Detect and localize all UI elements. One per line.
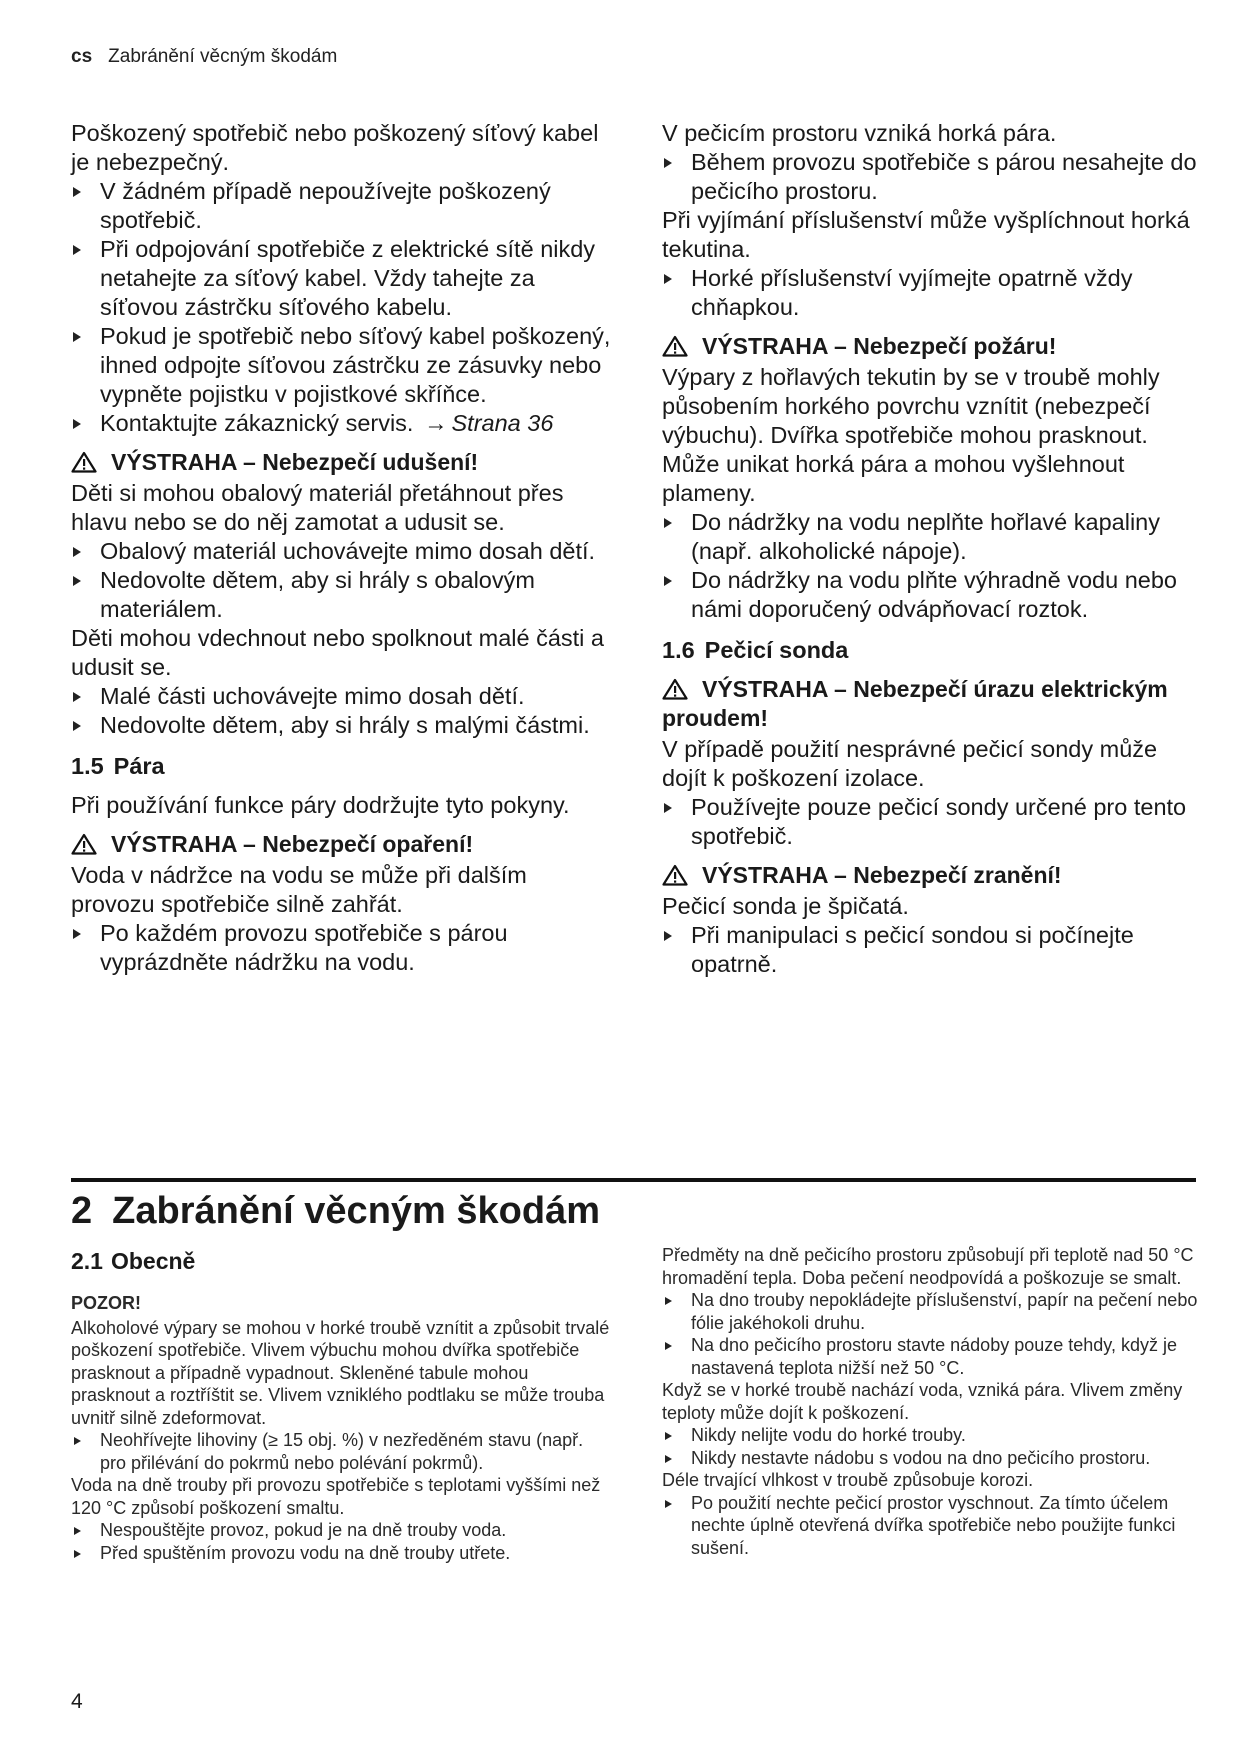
bullet-list bbox=[662, 1492, 1202, 1560]
warning-text: VÝSTRAHA – Nebezpečí požáru! bbox=[702, 333, 1057, 359]
contact-text: Kontaktujte zákaznický servis. bbox=[100, 410, 414, 436]
bullet-list bbox=[662, 1424, 1202, 1469]
paragraph: Při vyjímání příslušenství může vyšplíchnout horká tekutina. bbox=[662, 207, 1190, 262]
list-item: Malé části uchovávejte mimo dosah dětí. bbox=[71, 682, 611, 711]
list-item: Nedovolte dětem, aby si hrály s malými částmi. bbox=[71, 711, 611, 740]
subsection-title: Pára bbox=[113, 753, 165, 779]
list-item: Obalový materiál uchovávejte mimo dosah dětí. bbox=[71, 537, 611, 566]
left-column-top bbox=[71, 119, 611, 977]
warning-heading bbox=[71, 448, 611, 477]
subsection-number: 1.6 bbox=[662, 637, 695, 663]
list-item: Nespouštějte provoz, pokud je na dně trouby voda. bbox=[71, 1519, 611, 1542]
bullet-list bbox=[71, 177, 611, 438]
section-number: 2 bbox=[71, 1190, 93, 1232]
list-item: Při odpojování spotřebiče z elektrické sítě nikdy netahejte za síťový kabel. Vždy tahejte za síťovou zástrčku síťového kabelu. bbox=[71, 235, 611, 322]
paragraph: Když se v horké troubě nachází voda, vzniká pára. Vlivem změny teploty může dojít k poškození. bbox=[662, 1380, 1183, 1423]
paragraph: V případě použití nesprávné pečicí sondy může dojít k poškození izolace. bbox=[662, 736, 1158, 791]
warning-text: VÝSTRAHA – Nebezpečí udušení! bbox=[111, 449, 479, 475]
warning-triangle-icon bbox=[662, 678, 688, 700]
paragraph: Výpary z hořlavých tekutin by se v troubě mohly působením horkého povrchu vznítit (nebezpečí výbuchu). Dvířka spotřebiče mohou prasknout. Může unikat horká pára a mohou vyšlehnout plameny. bbox=[662, 364, 1160, 506]
subsection-heading bbox=[71, 752, 611, 781]
page-reference-link[interactable]: Strana 36 bbox=[451, 410, 554, 436]
paragraph: V pečicím prostoru vzniká horká pára. bbox=[662, 120, 1057, 146]
subsection-heading bbox=[662, 636, 1202, 665]
list-item: Po použití nechte pečicí prostor vyschnout. Za tímto účelem nechte úplně otevřená dvířka spotřebiče nebo použijte funkci sušení. bbox=[662, 1492, 1202, 1560]
bullet-list bbox=[662, 508, 1202, 624]
cross-reference-arrow-icon: → bbox=[424, 410, 448, 436]
subsection-number: 2.1 bbox=[71, 1248, 103, 1274]
warning-triangle-icon bbox=[662, 864, 688, 886]
bullet-list bbox=[662, 264, 1202, 322]
paragraph: Poškozený spotřebič nebo poškozený síťový kabel je nebezpečný. bbox=[71, 120, 599, 175]
header-title: Zabránění věcným škodám bbox=[108, 46, 338, 67]
section-title: Zabránění věcným škodám bbox=[112, 1190, 600, 1232]
list-item: Před spuštěním provozu vodu na dně trouby utřete. bbox=[71, 1542, 611, 1565]
warning-heading bbox=[662, 332, 1202, 361]
warning-text: VÝSTRAHA – Nebezpečí opaření! bbox=[111, 831, 474, 857]
warning-heading bbox=[662, 675, 1202, 733]
warning-triangle-icon bbox=[662, 335, 688, 357]
paragraph: Děti mohou vdechnout nebo spolknout malé části a udusit se. bbox=[71, 625, 604, 680]
list-item: Pokud je spotřebič nebo síťový kabel poškozený, ihned odpojte síťovou zástrčku ze zásuvky nebo vypněte pojistku v pojistkové skříňce. bbox=[71, 322, 611, 409]
bullet-list bbox=[71, 1519, 611, 1564]
subsection-title: Obecně bbox=[110, 1248, 196, 1274]
caution-label: POZOR! bbox=[71, 1293, 141, 1313]
list-item: Při manipulaci s pečicí sondou si počínejte opatrně. bbox=[662, 921, 1202, 979]
list-item: Do nádržky na vodu neplňte hořlavé kapaliny (např. alkoholické nápoje). bbox=[662, 508, 1202, 566]
list-item: Během provozu spotřebiče s párou nesahejte do pečicího prostoru. bbox=[662, 148, 1202, 206]
paragraph: Voda v nádržce na vodu se může při dalším provozu spotřebiče silně zahřát. bbox=[71, 862, 527, 917]
bullet-list bbox=[662, 1289, 1202, 1379]
list-item: Nikdy nestavte nádobu s vodou na dno pečicího prostoru. bbox=[662, 1447, 1202, 1470]
section-heading bbox=[71, 1186, 600, 1236]
list-item: Neohřívejte lihoviny (≥ 15 obj. %) v nezředěném stavu (např. pro přilévání do pokrmů nebo polévání pokrmů). bbox=[71, 1429, 611, 1474]
bullet-list bbox=[71, 1429, 611, 1474]
paragraph: Pečicí sonda je špičatá. bbox=[662, 893, 909, 919]
list-item: Používejte pouze pečicí sondy určené pro tento spotřebič. bbox=[662, 793, 1202, 851]
bullet-list bbox=[71, 537, 611, 624]
paragraph: Při používání funkce páry dodržujte tyto pokyny. bbox=[71, 792, 570, 818]
subsection-title: Pečicí sonda bbox=[704, 637, 849, 663]
list-item: Nedovolte dětem, aby si hrály s obalovým materiálem. bbox=[71, 566, 611, 624]
list-item: Na dno pečicího prostoru stavte nádoby pouze tehdy, když je nastavená teplota nižší než 50 °C. bbox=[662, 1334, 1202, 1379]
running-header bbox=[71, 46, 337, 68]
subsection-number: 1.5 bbox=[71, 753, 104, 779]
list-item: Na dno trouby nepokládejte příslušenství, papír na pečení nebo fólie jakéhokoli druhu. bbox=[662, 1289, 1202, 1334]
list-item: Do nádržky na vodu plňte výhradně vodu nebo námi doporučený odvápňovací roztok. bbox=[662, 566, 1202, 624]
warning-text: VÝSTRAHA – Nebezpečí zranění! bbox=[702, 862, 1062, 888]
list-item: Horké příslušenství vyjímejte opatrně vždy chňapkou. bbox=[662, 264, 1202, 322]
warning-triangle-icon bbox=[71, 833, 97, 855]
paragraph: Voda na dně trouby při provozu spotřebiče s teplotami vyššími než 120 °C způsobí poškození smaltu. bbox=[71, 1475, 601, 1518]
bullet-list bbox=[662, 793, 1202, 851]
bullet-list bbox=[662, 148, 1202, 206]
page-number: 4 bbox=[71, 1690, 83, 1713]
paragraph: Předměty na dně pečicího prostoru způsobují při teplotě nad 50 °C hromadění tepla. Doba pečení neodpovídá a poškozuje se smalt. bbox=[662, 1245, 1194, 1288]
paragraph: Déle trvající vlhkost v troubě způsobuje korozi. bbox=[662, 1470, 1034, 1490]
warning-triangle-icon bbox=[71, 451, 97, 473]
bullet-list bbox=[662, 921, 1202, 979]
right-column-bottom bbox=[662, 1244, 1202, 1559]
section-divider bbox=[71, 1178, 1196, 1182]
warning-heading bbox=[71, 830, 611, 859]
paragraph: Alkoholové výpary se mohou v horké troubě vznítit a způsobit trvalé poškození spotřebiče. Vlivem výbuchu mohou dvířka spotřebiče prasknout a případně vypadnout. Skleněné tabule mohou prasknout a roztříštit se. Vlivem vzniklého podtlaku se může trouba uvnitř silně zdeformovat. bbox=[71, 1317, 610, 1428]
bullet-list bbox=[71, 682, 611, 740]
bullet-list bbox=[71, 919, 611, 977]
list-item bbox=[71, 409, 611, 438]
warning-text: VÝSTRAHA – Nebezpečí úrazu elektrickým proudem! bbox=[662, 676, 1168, 731]
list-item: Po každém provozu spotřebiče s párou vyprázdněte nádržku na vodu. bbox=[71, 919, 611, 977]
right-column-top bbox=[662, 119, 1202, 979]
subsection-heading bbox=[71, 1248, 195, 1275]
left-column-bottom bbox=[71, 1292, 611, 1564]
list-item: Nikdy nelijte vodu do horké trouby. bbox=[662, 1424, 1202, 1447]
warning-heading bbox=[662, 861, 1202, 890]
language-code: cs bbox=[71, 46, 93, 67]
list-item: V žádném případě nepoužívejte poškozený spotřebič. bbox=[71, 177, 611, 235]
paragraph: Děti si mohou obalový materiál přetáhnout přes hlavu nebo se do něj zamotat a udusit se. bbox=[71, 480, 564, 535]
